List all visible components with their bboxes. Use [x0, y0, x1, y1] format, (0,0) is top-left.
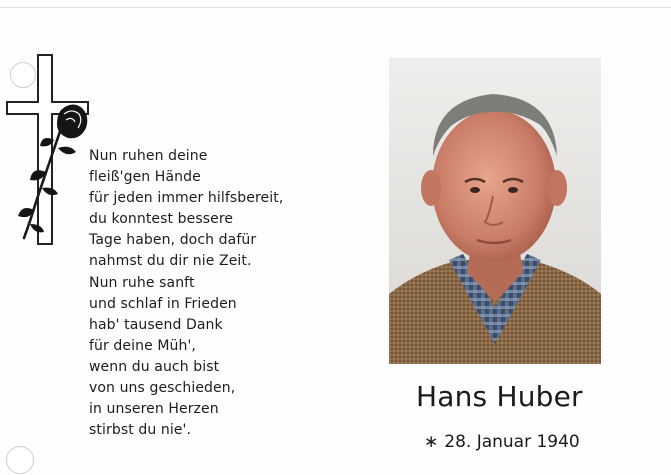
poem-line: in unseren Herzen	[89, 401, 219, 418]
birth-date-line	[424, 432, 580, 452]
poem-line: nahmst du dir nie Zeit.	[89, 253, 252, 270]
cross-with-rose	[2, 52, 94, 248]
deceased-name: Hans Huber	[416, 380, 583, 413]
poem-line: Nun ruhe sanft	[89, 274, 195, 291]
card-edge	[0, 7, 671, 8]
poem-line: von uns geschieden,	[89, 380, 236, 397]
poem-line: stirbst du nie'.	[89, 422, 192, 439]
poem-line: wenn du auch bist	[89, 358, 220, 375]
birth-symbol: ∗	[424, 432, 439, 452]
poem-line: hab' tausend Dank	[89, 316, 223, 333]
portrait-photo	[389, 58, 601, 364]
poem-line: für jeden immer hilfsbereit,	[89, 190, 284, 207]
poem-line: Tage haben, doch dafür	[89, 232, 257, 249]
poem-line: für deine Müh',	[89, 337, 196, 354]
poem-line: fleiß'gen Hände	[89, 169, 201, 186]
birth-date: 28. Januar 1940	[444, 432, 580, 452]
poem-line: du konntest bessere	[89, 211, 234, 228]
punch-hole	[6, 446, 34, 474]
poem-line: und schlaf in Frieden	[89, 295, 237, 312]
memorial-poem	[89, 146, 283, 441]
poem-line: Nun ruhen deine	[89, 148, 208, 164]
